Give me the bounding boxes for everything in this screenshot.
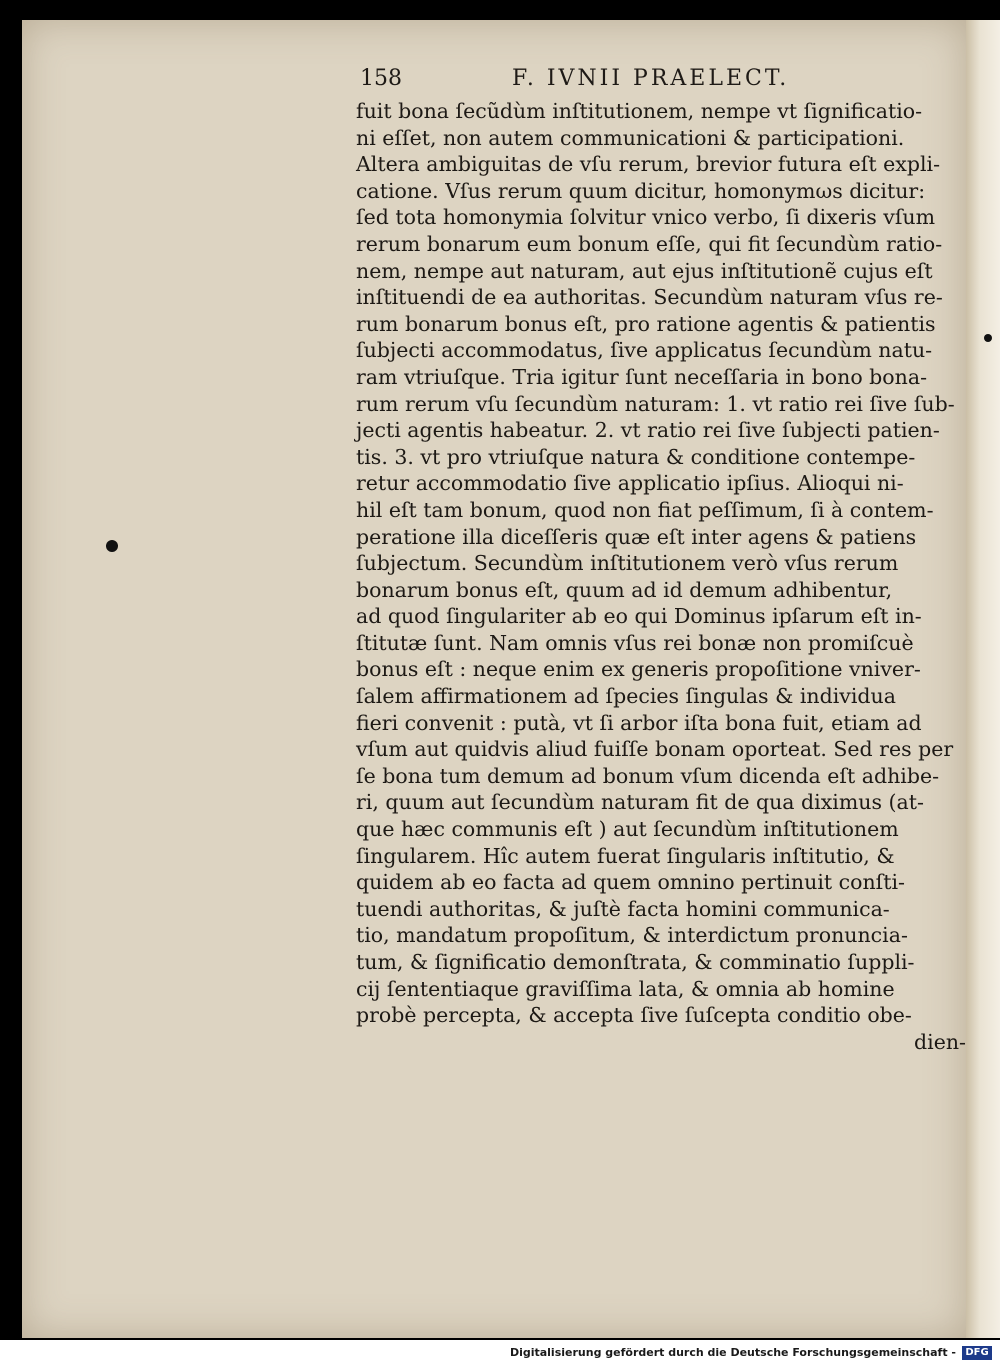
dfg-logo: DFG: [962, 1346, 992, 1360]
ink-spot: [984, 334, 992, 342]
text-line: ri, quum aut ſecundùm naturam fit de qua diximus (at-: [356, 790, 924, 815]
text-line: bonarum bonus eſt, quum ad id demum adhibentur,: [356, 577, 893, 602]
text-line: tuendi authoritas, & juſtè facta homini communica-: [356, 896, 890, 921]
funding-credit: Digitalisierung gefördert durch die Deutsche Forschungsgemeinschaft -: [509, 1346, 956, 1359]
text-line: rum bonarum bonus eſt, pro ratione agentis & patientis: [356, 311, 936, 336]
page-number: 158: [360, 66, 402, 91]
body-text: [356, 98, 966, 1055]
text-line: hil eſt tam bonum, quod non fiat peſſimum, ſi à contem-: [356, 497, 934, 522]
text-line: vſum aut quidvis aliud fuiſſe bonam oporteat. Sed res per: [356, 737, 954, 762]
catchword: dien-: [914, 1029, 966, 1054]
text-line: rerum bonarum eum bonum eſſe, qui fit ſecundùm ratio-: [356, 231, 943, 256]
text-line: catione. Vſus rerum quum dicitur, homonymωs dicitur:: [356, 178, 926, 203]
running-head: F. IVNII PRAELECT.: [512, 66, 790, 91]
text-line: ram vtriuſque. Tria igitur ſunt neceſſaria in bono bona-: [356, 364, 927, 389]
text-line: ſubjecti accommodatus, ſive applicatus ſecundùm natu-: [356, 338, 933, 363]
text-line: Altera ambiguitas de vſu rerum, brevior futura eſt expli-: [356, 152, 940, 177]
text-line: ni eſſet, non autem communicationi & participationi.: [356, 125, 905, 150]
text-line: fieri convenit : putà, vt ſi arbor iſta bona fuit, etiam ad: [356, 710, 922, 735]
text-line: tis. 3. vt pro vtriuſque natura & conditione contempe-: [356, 444, 916, 469]
text-line: jecti agentis habeatur. 2. vt ratio rei ſive ſubjecti patien-: [356, 418, 940, 443]
text-line: fuit bona ſecũdùm inſtitutionem, nempe vt ſignificatio-: [356, 99, 923, 123]
text-line: ſubjectum. Secundùm inſtitutionem verò vſus rerum: [356, 551, 899, 576]
text-line: tio, mandatum propoſitum, & interdictum pronuncia-: [356, 923, 908, 948]
text-line: que hæc communis eſt ) aut ſecundùm inſtitutionem: [356, 817, 899, 842]
text-line: quidem ab eo facta ad quem omnino pertinuit conſti-: [356, 870, 905, 895]
footer-bar: [0, 1340, 1000, 1366]
text-line: ſalem affirmationem ad ſpecies ſingulas & individua: [356, 684, 896, 709]
page-header: [360, 60, 960, 100]
text-line: ſed tota homonymia ſolvitur vnico verbo, ſi dixeris vſum: [356, 205, 936, 230]
text-line: ſingularem. Hîc autem fuerat ſingularis inſtitutio, &: [356, 843, 895, 868]
page-gutter: [966, 20, 1000, 1338]
text-line: probè percepta, & accepta ſive ſuſcepta conditio obe-: [356, 1003, 912, 1028]
text-line: ad quod ſingulariter ab eo qui Dominus ipſarum eſt in-: [356, 604, 922, 629]
text-line: rum rerum vſu ſecundùm naturam: 1. vt ratio rei ſive ſub-: [356, 391, 955, 416]
ink-spot: [106, 540, 118, 552]
text-line: bonus eſt : neque enim ex generis propoſitione vniver-: [356, 657, 921, 682]
text-line: nem, nempe aut naturam, aut ejus inſtitutionẽ cujus eſt: [356, 258, 933, 283]
text-line: cij ſententiaque graviſſima lata, & omnia ab homine: [356, 976, 895, 1001]
text-line: ſtitutæ ſunt. Nam omnis vſus rei bonæ non promiſcuè: [356, 630, 914, 655]
text-line: retur accommodatio ſive applicatio ipſius. Alioqui ni-: [356, 471, 904, 496]
text-line: inſtituendi de ea authoritas. Secundùm naturam vſus re-: [356, 285, 943, 310]
text-line: peratione illa diceſſeris quæ eſt inter agens & patiens: [356, 524, 917, 549]
text-line: tum, & ſignificatio demonſtrata, & comminatio ſuppli-: [356, 950, 915, 974]
text-line: ſe bona tum demum ad bonum vſum dicenda eſt adhibe-: [356, 763, 940, 788]
